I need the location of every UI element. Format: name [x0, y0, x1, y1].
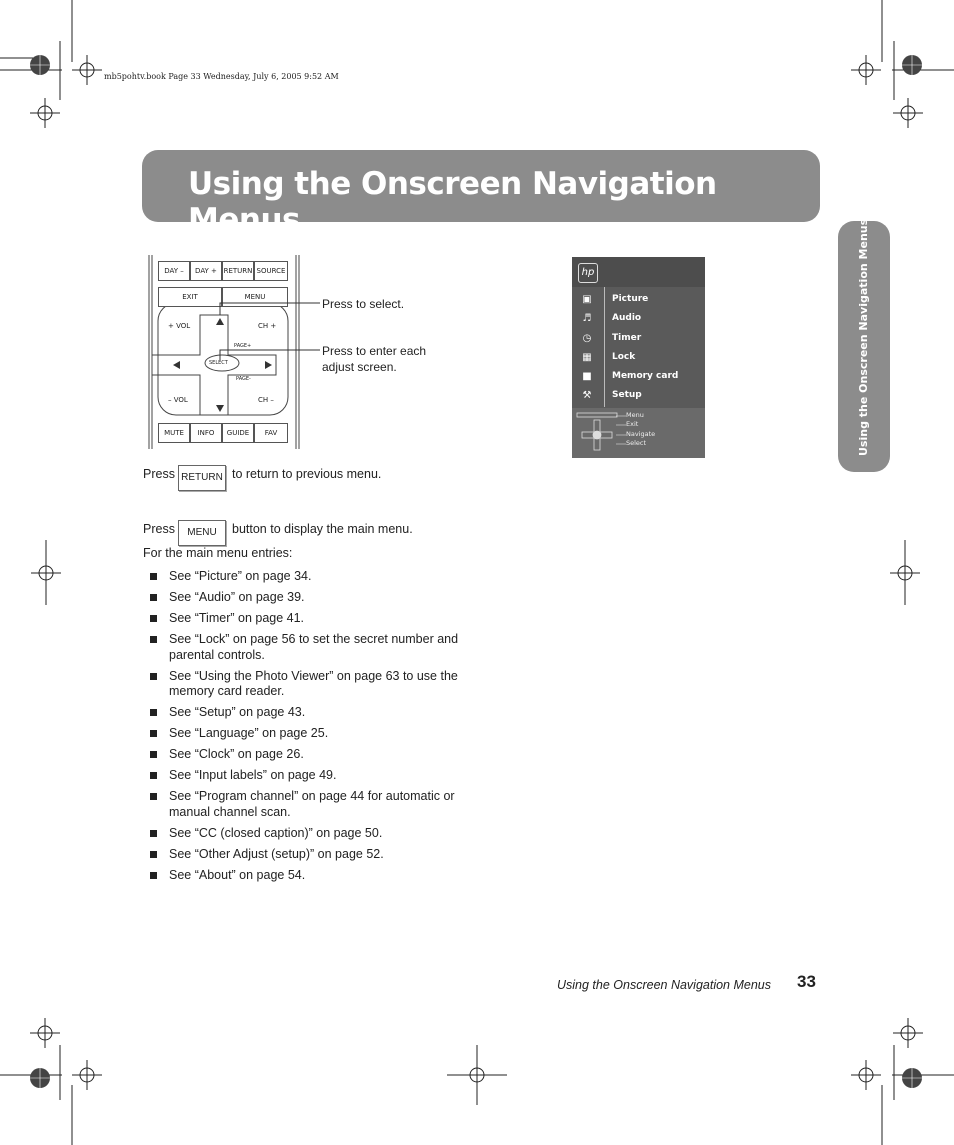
list-item: [150, 826, 480, 842]
remote-source-button[interactable]: SOURCE: [254, 261, 288, 281]
tv-menu-item-memory-card[interactable]: Memory card: [612, 371, 679, 381]
lock-icon: ▦: [582, 352, 592, 363]
tv-menu-item-picture[interactable]: Picture: [612, 294, 649, 304]
print-file-info: mb5pohtv.book Page 33 Wednesday, July 6, 2005 9:52 AM: [104, 72, 339, 81]
remote-mute-button[interactable]: MUTE: [158, 423, 190, 443]
remote-vol-up-label[interactable]: + VOL: [168, 322, 191, 330]
remote-day-plus-button[interactable]: DAY +: [190, 261, 222, 281]
entry-text: See “Input labels” on page 49.: [169, 768, 337, 782]
remote-menu-button[interactable]: MENU: [222, 287, 288, 307]
tv-menu-divider: [604, 287, 605, 407]
page-title: Using the Onscreen Navigation Menus: [188, 166, 717, 238]
return-key-icon: RETURN: [178, 465, 226, 491]
entry-text: See “About” on page 54.: [169, 867, 306, 882]
remote-select-button[interactable]: SELECT: [209, 360, 228, 366]
entry-text: See “Using the Photo Viewer” on page 63 to use the memory card reader.: [169, 668, 458, 698]
callout-select: Press to select.: [322, 297, 405, 311]
remote-return-button[interactable]: RETURN: [222, 261, 254, 281]
tv-menu-item-audio[interactable]: Audio: [612, 313, 642, 323]
title-banner: [142, 150, 820, 238]
menu-key-icon: MENU: [178, 520, 226, 546]
list-item: [150, 590, 480, 606]
list-item: [150, 632, 469, 663]
list-item: [150, 768, 480, 784]
entry-text: See “Clock” on page 26.: [169, 747, 304, 761]
entry-text: See “Lock” on page 56 to set the secret number and parental controls.: [169, 632, 459, 662]
entries-intro: For the main menu entries:: [143, 546, 293, 560]
list-item: [150, 747, 480, 763]
list-item: [150, 611, 480, 627]
tv-menu-item-timer[interactable]: Timer: [612, 333, 642, 343]
return-instruction: to return to previous menu.: [232, 467, 382, 481]
remote-day-minus-button[interactable]: DAY –: [158, 261, 190, 281]
running-footer-title: Using the Onscreen Navigation Menus: [557, 978, 772, 992]
entry-text: See “Language” on page 25.: [169, 726, 329, 740]
list-item: [150, 868, 480, 884]
legend-menu: Menu: [626, 411, 644, 419]
remote-keys-icon: [576, 412, 620, 452]
entry-text: See “Program channel” on page 44 for automatic or manual channel scan.: [169, 789, 455, 819]
remote-vol-down-label[interactable]: – VOL: [168, 396, 188, 404]
entry-text: See “Audio” on page 39.: [169, 590, 305, 604]
wrench-icon: ⚒: [582, 390, 592, 401]
list-item: [150, 789, 469, 820]
remote-page-up-label[interactable]: PAGE+: [234, 343, 252, 349]
tv-menu-legend: [572, 408, 705, 458]
legend-select: Select: [626, 439, 647, 447]
list-item: [150, 569, 480, 585]
side-tab-label: Using the Onscreen Navigation Menus: [857, 218, 870, 456]
tv-menu-header: [572, 257, 705, 287]
remote-ch-up-label[interactable]: CH +: [258, 322, 277, 330]
legend-exit: Exit: [626, 420, 639, 428]
hp-logo-icon: hp: [578, 263, 598, 283]
menu-instruction: button to display the main menu.: [232, 522, 413, 536]
audio-icon: ♬: [582, 313, 592, 324]
list-item: [150, 726, 480, 742]
entry-text: See “Other Adjust (setup)” on page 52.: [169, 846, 384, 861]
list-item: [150, 669, 469, 700]
side-tab: [838, 218, 890, 472]
callout-enter-line2: adjust screen.: [322, 360, 397, 374]
list-item: [150, 705, 480, 721]
remote-info-button[interactable]: INFO: [190, 423, 222, 443]
memory-card-icon: ■: [582, 371, 592, 382]
remote-exit-button[interactable]: EXIT: [158, 287, 222, 307]
remote-page-down-label[interactable]: PAGE-: [236, 376, 251, 382]
entry-text: See “CC (closed caption)” on page 50.: [169, 825, 383, 840]
timer-icon: ◷: [582, 333, 592, 344]
legend-navigate: Navigate: [626, 430, 656, 438]
tv-menu-item-setup[interactable]: Setup: [612, 390, 642, 400]
tv-main-menu-screenshot: [572, 257, 705, 458]
list-item: [150, 847, 480, 863]
picture-icon: ▣: [582, 294, 592, 305]
press-label-2: Press: [143, 522, 175, 536]
remote-ch-down-label[interactable]: CH –: [258, 396, 274, 404]
press-label-1: Press: [143, 467, 175, 481]
legend-leader-lines: [616, 412, 626, 452]
remote-guide-button[interactable]: GUIDE: [222, 423, 254, 443]
remote-fav-button[interactable]: FAV: [254, 423, 288, 443]
main-menu-entries: [150, 569, 480, 889]
entry-text: See “Setup” on page 43.: [169, 705, 306, 719]
tv-menu-item-lock[interactable]: Lock: [612, 352, 636, 362]
page-number: 33: [797, 972, 816, 991]
callout-enter-line1: Press to enter each: [322, 344, 427, 358]
entry-text: See “Timer” on page 41.: [169, 611, 305, 625]
entry-text: See “Picture” on page 34.: [169, 569, 312, 583]
